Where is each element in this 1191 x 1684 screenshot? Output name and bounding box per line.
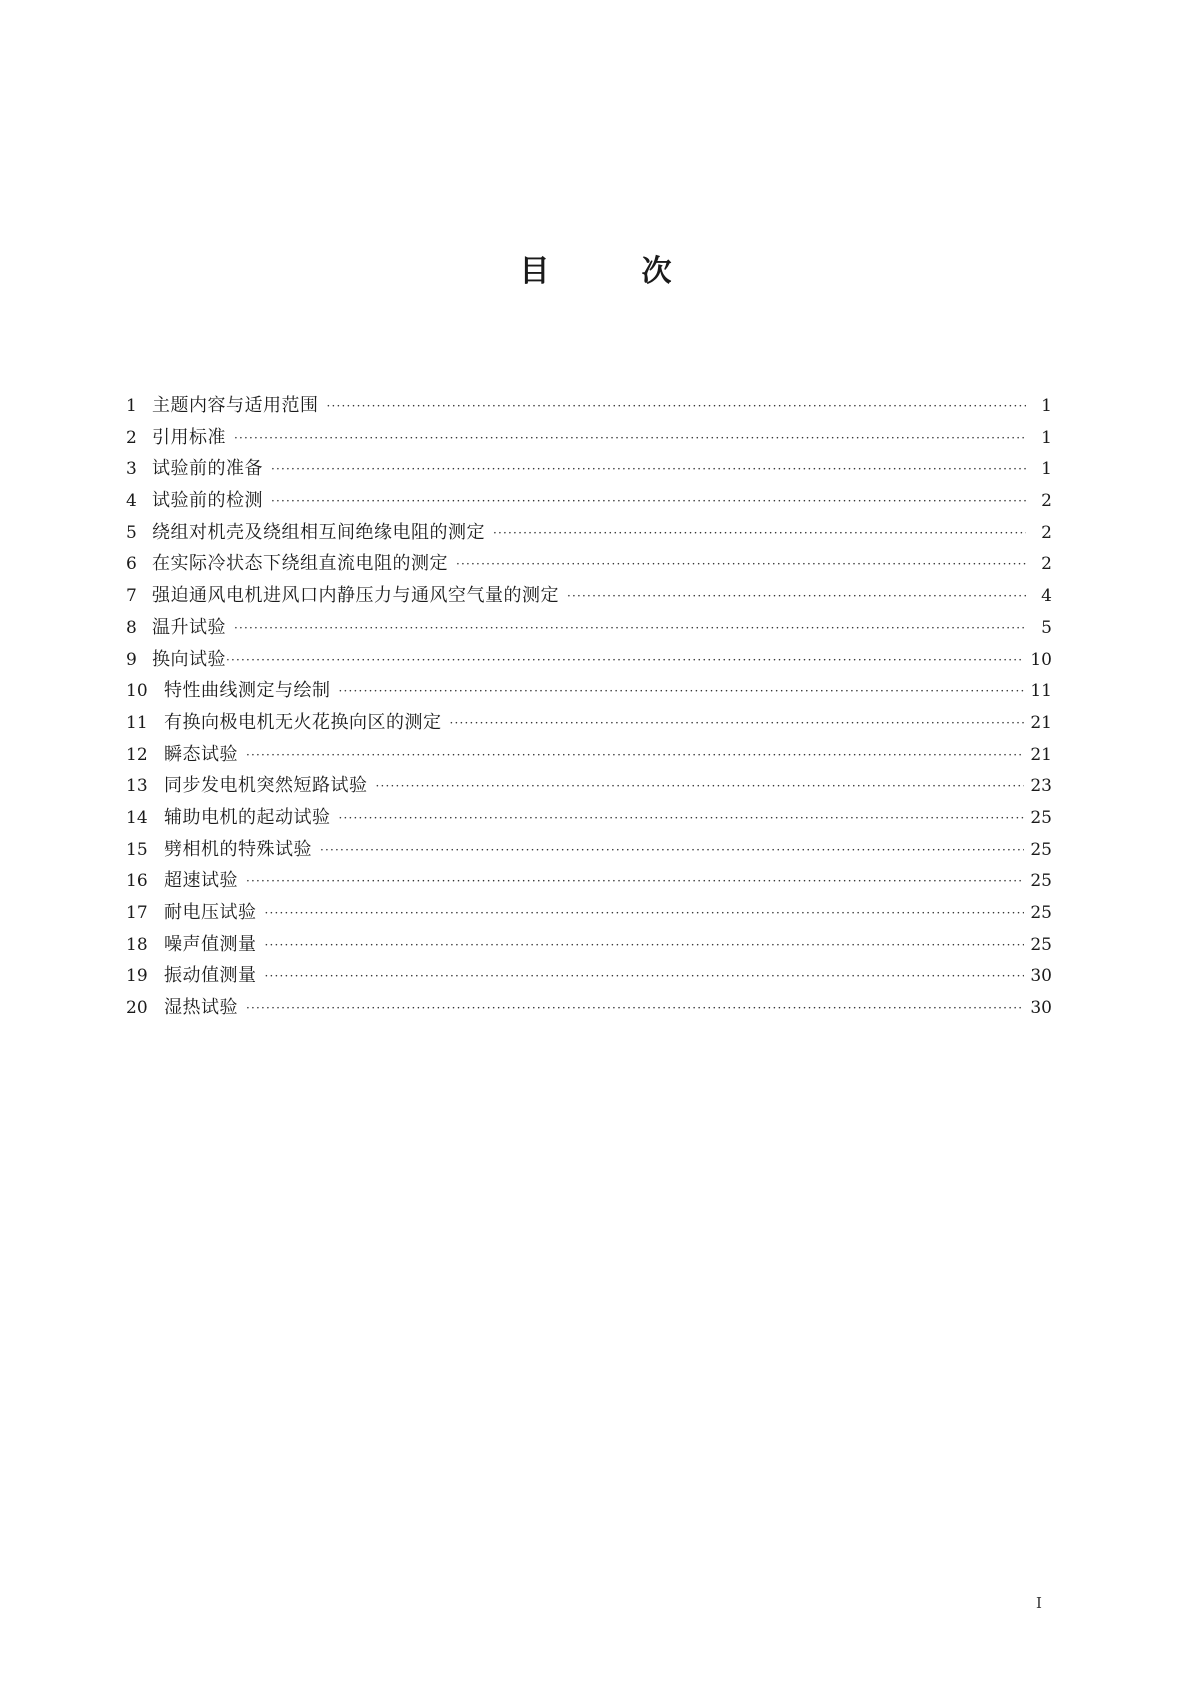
toc-dot-leader (271, 454, 1026, 486)
toc-entry-number: 20 (126, 998, 148, 1019)
page-folio: I (1036, 1594, 1042, 1612)
toc-dot-leader (246, 866, 1024, 898)
toc-entry-label: 劈相机的特殊试验 (164, 838, 312, 860)
toc-entry-label: 耐电压试验 (164, 902, 257, 923)
toc-entry-number: 14 (126, 807, 148, 828)
toc-entry-12[interactable] (126, 739, 1052, 771)
toc-entry-page: 2 (1041, 491, 1052, 512)
toc-entry-number: 19 (126, 966, 148, 987)
toc-entry-page: 25 (1030, 807, 1052, 828)
toc-dot-leader (246, 993, 1024, 1025)
toc-entry-number: 16 (126, 871, 148, 892)
toc-entry-label: 温升试验 (152, 616, 226, 638)
toc-entry-10[interactable] (126, 675, 1052, 707)
toc-entry-page: 25 (1030, 903, 1052, 923)
toc-entry-label: 强迫通风电机进风口内静压力与通风空气量的测定 (152, 585, 559, 607)
toc-dot-leader (320, 835, 1024, 867)
toc-entry-page: 1 (1041, 427, 1052, 448)
toc-dot-leader (339, 803, 1025, 835)
toc-entry-number: 2 (126, 427, 137, 448)
toc-entry-page: 11 (1030, 681, 1052, 702)
toc-entry-number: 6 (126, 554, 137, 575)
toc-entry-19[interactable] (126, 960, 1052, 992)
toc-dot-leader (376, 771, 1025, 803)
toc-entry-13[interactable] (126, 770, 1052, 802)
toc-entry-label: 辅助电机的起动试验 (164, 806, 331, 828)
toc-entry-number: 7 (126, 586, 137, 607)
toc-entry-page: 30 (1030, 998, 1052, 1019)
toc-entry-label: 超速试验 (164, 870, 238, 892)
toc-entry-5[interactable] (126, 517, 1052, 549)
toc-entry-number: 9 (126, 649, 137, 670)
toc-entry-number: 11 (126, 712, 148, 733)
toc-entry-8[interactable] (126, 612, 1052, 644)
toc-dot-leader (246, 740, 1024, 772)
toc-dot-leader (265, 898, 1025, 930)
toc-entry-label: 湿热试验 (164, 997, 238, 1019)
toc-entry-number: 12 (126, 744, 148, 765)
toc-entry-label: 引用标准 (152, 426, 226, 448)
toc-entry-number: 4 (126, 491, 137, 512)
toc-entry-6[interactable] (126, 548, 1052, 580)
toc-entry-number: 8 (126, 617, 137, 638)
toc-entry-page: 5 (1041, 617, 1052, 638)
toc-dot-leader (234, 423, 1026, 455)
toc-entry-page: 30 (1030, 966, 1052, 987)
toc-entry-page: 1 (1041, 459, 1052, 480)
toc-entry-11[interactable] (126, 707, 1052, 739)
toc-entry-4[interactable] (126, 485, 1052, 517)
toc-entry-17[interactable] (126, 897, 1052, 929)
toc-dot-leader (265, 930, 1025, 962)
toc-entry-number: 18 (126, 934, 148, 955)
toc-entry-label: 振动值测量 (164, 965, 257, 987)
toc-entry-14[interactable] (126, 802, 1052, 834)
toc-entry-page: 25 (1030, 934, 1052, 955)
toc-entry-page: 2 (1041, 554, 1052, 575)
toc-entry-page: 10 (1030, 649, 1052, 670)
toc-entry-label: 主题内容与适用范围 (152, 395, 319, 416)
toc-dot-leader (567, 581, 1026, 613)
toc-entry-page: 2 (1041, 522, 1052, 543)
toc-entry-number: 15 (126, 839, 148, 860)
toc-entry-label: 有换向极电机无火花换向区的测定 (164, 711, 442, 733)
toc-dot-leader (226, 645, 1024, 677)
toc-entry-label: 试验前的准备 (152, 458, 263, 480)
toc-dot-leader (339, 676, 1025, 708)
toc-entry-number: 13 (126, 776, 148, 797)
toc-entry-15[interactable] (126, 834, 1052, 866)
toc-entry-1[interactable] (126, 390, 1052, 422)
toc-entry-page: 21 (1030, 712, 1052, 733)
toc-entry-page: 25 (1030, 871, 1052, 892)
toc-entry-20[interactable] (126, 992, 1052, 1024)
toc-entry-page: 21 (1030, 744, 1052, 765)
toc-entry-label: 在实际冷状态下绕组直流电阻的测定 (152, 553, 448, 575)
toc-dot-leader (265, 961, 1025, 993)
toc-entry-18[interactable] (126, 929, 1052, 961)
toc-dot-leader (493, 518, 1026, 550)
toc-dot-leader (450, 708, 1025, 740)
toc-entry-page: 1 (1041, 396, 1052, 416)
toc-entry-label: 绕组对机壳及绕组相互间绝缘电阻的测定 (152, 521, 485, 543)
title-char-2: 次 (641, 254, 672, 289)
toc-entry-label: 特性曲线测定与绘制 (164, 680, 331, 702)
toc-dot-leader (234, 613, 1026, 645)
toc-entry-9[interactable] (126, 644, 1052, 676)
page-title (0, 252, 1191, 292)
toc-entry-number: 10 (126, 681, 148, 702)
toc-entry-3[interactable] (126, 453, 1052, 485)
toc-entry-number: 17 (126, 903, 148, 923)
toc-dot-leader (271, 486, 1026, 518)
toc-entry-7[interactable] (126, 580, 1052, 612)
toc-entry-number: 1 (126, 396, 137, 416)
toc-entry-number: 5 (126, 522, 137, 543)
toc-entry-page: 23 (1030, 776, 1052, 797)
toc-entry-label: 噪声值测量 (164, 933, 257, 955)
toc-dot-leader (456, 549, 1026, 581)
title-char-1: 目 (519, 254, 550, 289)
toc-entry-label: 试验前的检测 (152, 490, 263, 512)
toc-dot-leader (327, 391, 1027, 423)
toc-entry-label: 换向试验 (152, 648, 226, 670)
toc-entry-label: 同步发电机突然短路试验 (164, 775, 368, 797)
toc-entry-2[interactable] (126, 422, 1052, 454)
table-of-contents (126, 390, 1052, 1024)
toc-entry-number: 3 (126, 459, 137, 480)
toc-entry-page: 25 (1030, 839, 1052, 860)
toc-entry-16[interactable] (126, 865, 1052, 897)
toc-entry-page: 4 (1041, 586, 1052, 607)
toc-entry-label: 瞬态试验 (164, 743, 238, 765)
